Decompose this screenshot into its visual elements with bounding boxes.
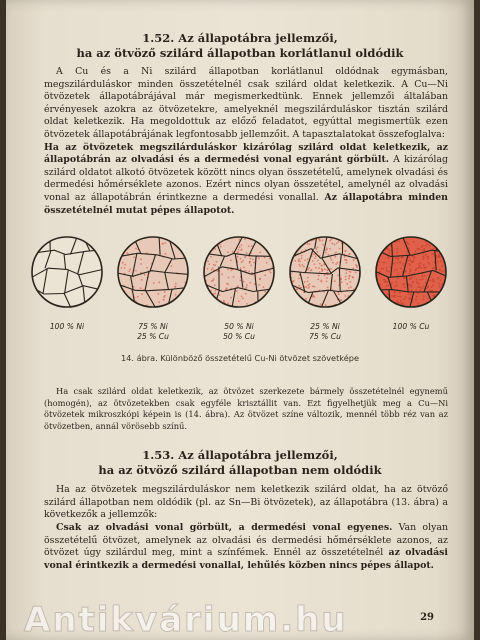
micrograph-3	[204, 237, 274, 341]
page-number: 29	[420, 612, 434, 623]
micrograph-label: 50 % Cu	[223, 332, 255, 341]
paragraph-bold: Ha az ötvözetek megszilárduláskor kizárólag szilárd oldat keletkezik, az állapotábrán az olvadási és a dermedési vonal egyaránt görbült.	[44, 141, 448, 166]
micrograph-label: 100 % Ni	[49, 322, 85, 331]
paragraph-structure	[44, 386, 448, 432]
book-page	[6, 0, 474, 640]
section-heading-1-53	[6, 448, 474, 478]
micrograph-figure	[6, 226, 474, 366]
paragraph-text: A kizárólag szilárd oldatot alkotó ötvözetek között nincs olyan összetételű, amelynek olvadási és dermedési hőmérséklete azonos. Ezért nincs olyan összetétel, amelynél az olvadási vonal az állapotábrán érintkezne a dermedési vonallal.	[44, 154, 448, 203]
paragraph-text: Ha az ötvözetek megszilárduláskor nem keletkezik szilárd oldat, ha az ötvöző szilárd állapotban nem oldódik (pl. az Sn—Bi ötvözetek), az állapotábra (13. ábra) a következők a jellemzők:	[44, 484, 448, 521]
micrograph-4	[290, 237, 360, 341]
paragraph-bold: Csak az olvadási vonal görbült, a dermedési vonal egyenes.	[56, 522, 393, 533]
paragraph-text: A Cu és a Ni szilárd állapotban korlátlanul oldódnak egymásban, megszilárduláskor minden összetételnél csak szilárd oldat keletkezik. A Cu—Ni ötvözetek állapotábrájával már megismerkedtünk. Ennek jellemzői általában érvényesek azokra az ötvözetekre, amelyeknél megszilárduláskor tisztán szilárd oldat keletkezik. Ha megoldottuk az előző feladatot, egyúttal megismertük ezen ötvözetek állapotábrájának legfontosabb jellemzőit. A tapasztalatokat összefoglalva:	[44, 66, 448, 140]
section-title-line1: Az állapotábra jellemzői,	[178, 448, 338, 462]
paragraph-text: Van olyan összetételű ötvözet, amelynek az olvadási és dermedési hőmérséklete azonos, az ötvözet úgy szilárdul meg, mint a színfémek. Ennél az összetételnél	[44, 522, 448, 559]
micrograph-label: 75 % Cu	[309, 332, 341, 341]
paragraph-insoluble	[44, 484, 448, 522]
watermark-logo: Antikvárium.hu	[24, 600, 348, 640]
section-heading-1-52	[6, 31, 474, 61]
paragraph-characteristics	[44, 522, 448, 572]
section-title-line1: Az állapotábra jellemzői,	[178, 31, 338, 45]
micrograph-label: 100 % Cu	[392, 322, 430, 331]
section-number: 1.52.	[142, 31, 175, 45]
micrograph-1	[32, 237, 102, 331]
paragraph-bold: Az állapotábra minden összetételnél mutat pépes állapotot.	[44, 191, 448, 216]
paragraph-intro	[44, 66, 448, 217]
micrograph-2	[118, 237, 188, 341]
section-title-line2: ha az ötvöző szilárd állapotban korlátlanul oldódik	[76, 46, 404, 60]
micrograph-label: 75 % Ni	[138, 322, 168, 331]
figure-caption: 14. ábra. Különböző összetételű Cu-Ni ötvözet szövetképe	[120, 353, 360, 363]
section-title-line2: ha az ötvöző szilárd állapotban nem oldódik	[98, 463, 382, 477]
micrograph-5	[376, 237, 446, 331]
paragraph-bold: az olvadási vonal érintkezik a dermedési vonallal, lehűlés közben nincs pépes állapot.	[44, 547, 448, 571]
section-number: 1.53.	[142, 448, 175, 462]
micrograph-label: 50 % Ni	[224, 322, 254, 331]
micrograph-label: 25 % Cu	[137, 332, 169, 341]
paragraph-text: Ha csak szilárd oldat keletkezik, az ötvözet szerkezete bármely összetételnél egynemű (homogén), az ötvözetekben csak egyféle krisztállit van. Ezt figyelhetjük meg a Cu—Ni ötvözetek mikroszkópi képein is (14. ábra). Az ötvözet színe változik, mennél több réz van az ötvözetben, annál vörösebb színű.	[44, 386, 448, 431]
micrograph-label: 25 % Ni	[310, 322, 340, 331]
